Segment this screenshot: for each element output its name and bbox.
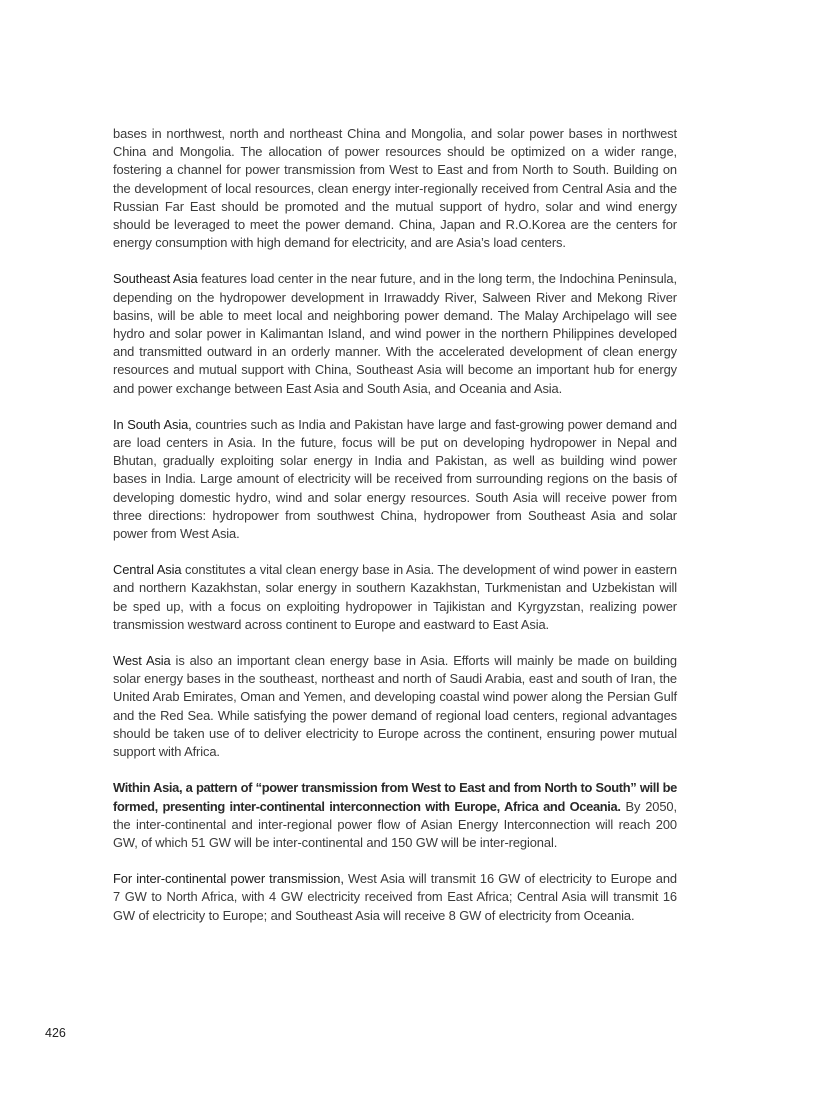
paragraph-lead: Within Asia, a pattern of “power transmission from West to East and from North to South” will be formed, presenting inter-continental interconnection with Europe, Africa and Oceania. [113,780,677,814]
paragraph-south-asia [113,416,677,543]
paragraph-text: By 2050, the inter-continental and inter-regional power flow of Asian Energy Interconnection will reach 200 GW, of which 51 GW will be inter-continental and 150 GW will be inter-regional. [113,798,677,850]
paragraph-text: features load center in the near future, and in the long term, the Indochina Peninsula, depending on the hydropower development in Irrawaddy River, Salween River and Mekong River basins, will be able to meet local and neighboring power demand. The Malay Archipelago will see hydro and solar power in Kalimantan Island, and wind power in the northern Philippines developed and transmitted outward in an orderly manner. With the accelerated development of clean energy resources and mutual support with China, Southeast Asia will become an important hub for energy and power exchange between East Asia and South Asia, and Oceania and Asia. [113,271,677,396]
page-body [113,125,677,943]
paragraph-lead: West Asia [113,653,171,669]
paragraph-west-asia [113,652,677,761]
paragraph-text: countries such as India and Pakistan have large and fast-growing power demand and are load centers in Asia. In the future, focus will be put on developing hydropower in Nepal and Bhutan, gradually exploiting solar energy in India and Pakistan, as well as building wind power bases in India. Large amount of electricity will be received from surrounding regions on the basis of developing domestic hydro, wind and solar energy resources. South Asia will receive power from three directions: hydropower from southwest China, hydropower from Southeast Asia and solar power from West Asia. [113,416,677,542]
paragraph-lead: For inter-continental power transmission, [113,871,344,887]
paragraph-southeast-asia [113,270,677,397]
page-number: 426 [45,1026,66,1040]
paragraph-text: is also an important clean energy base in Asia. Efforts will mainly be made on building solar energy bases in the southeast, northeast and north of Saudi Arabia, east and south of Iran, the United Arab Emirates, Oman and Yemen, and developing coastal wind power along the Persian Gulf and the Red Sea. While satisfying the power demand of regional load centers, regional advantages should be taken use of to deliver electricity to Europe across the continent, ensuring power mutual support with Africa. [113,653,677,760]
paragraph-text: bases in northwest, north and northeast China and Mongolia, and solar power bases in northwest China and Mongolia. The allocation of power resources should be optimized on a wider range, fostering a channel for power transmission from West to East and from North to South. Building on the development of local resources, clean energy inter-regionally received from Central Asia and the Russian Far East should be promoted and the mutual support of hydro, solar and wind energy should be leveraged to meet the power demand. China, Japan and R.O.Korea are the centers for energy consumption with high demand for electricity, and are Asia’s load centers. [113,126,677,251]
paragraph-lead: Southeast Asia [113,271,198,287]
paragraph-lead: Central Asia [113,562,182,578]
paragraph-text: West Asia will transmit 16 GW of electricity to Europe and 7 GW to North Africa, with 4 GW electricity received from East Africa; Central Asia will transmit 16 GW of electricity to Europe; and Southeast Asia will receive 8 GW of electricity from Oceania. [113,871,678,923]
paragraph-lead: In South Asia, [113,416,192,432]
paragraph-within-asia [113,779,677,852]
paragraph-text: constitutes a vital clean energy base in Asia. The development of wind power in eastern and northern Kazakhstan, solar energy in southern Kazakhstan, Turkmenistan and Uzbekistan will be sped up, with a focus on exploiting hydropower in Tajikistan and Kyrgyzstan, realizing power transmission westward across continent to Europe and eastward to East Asia. [113,562,677,632]
paragraph-central-asia [113,561,677,634]
paragraph-inter-continental [113,870,677,925]
paragraph-east-asia-continued [113,125,677,252]
